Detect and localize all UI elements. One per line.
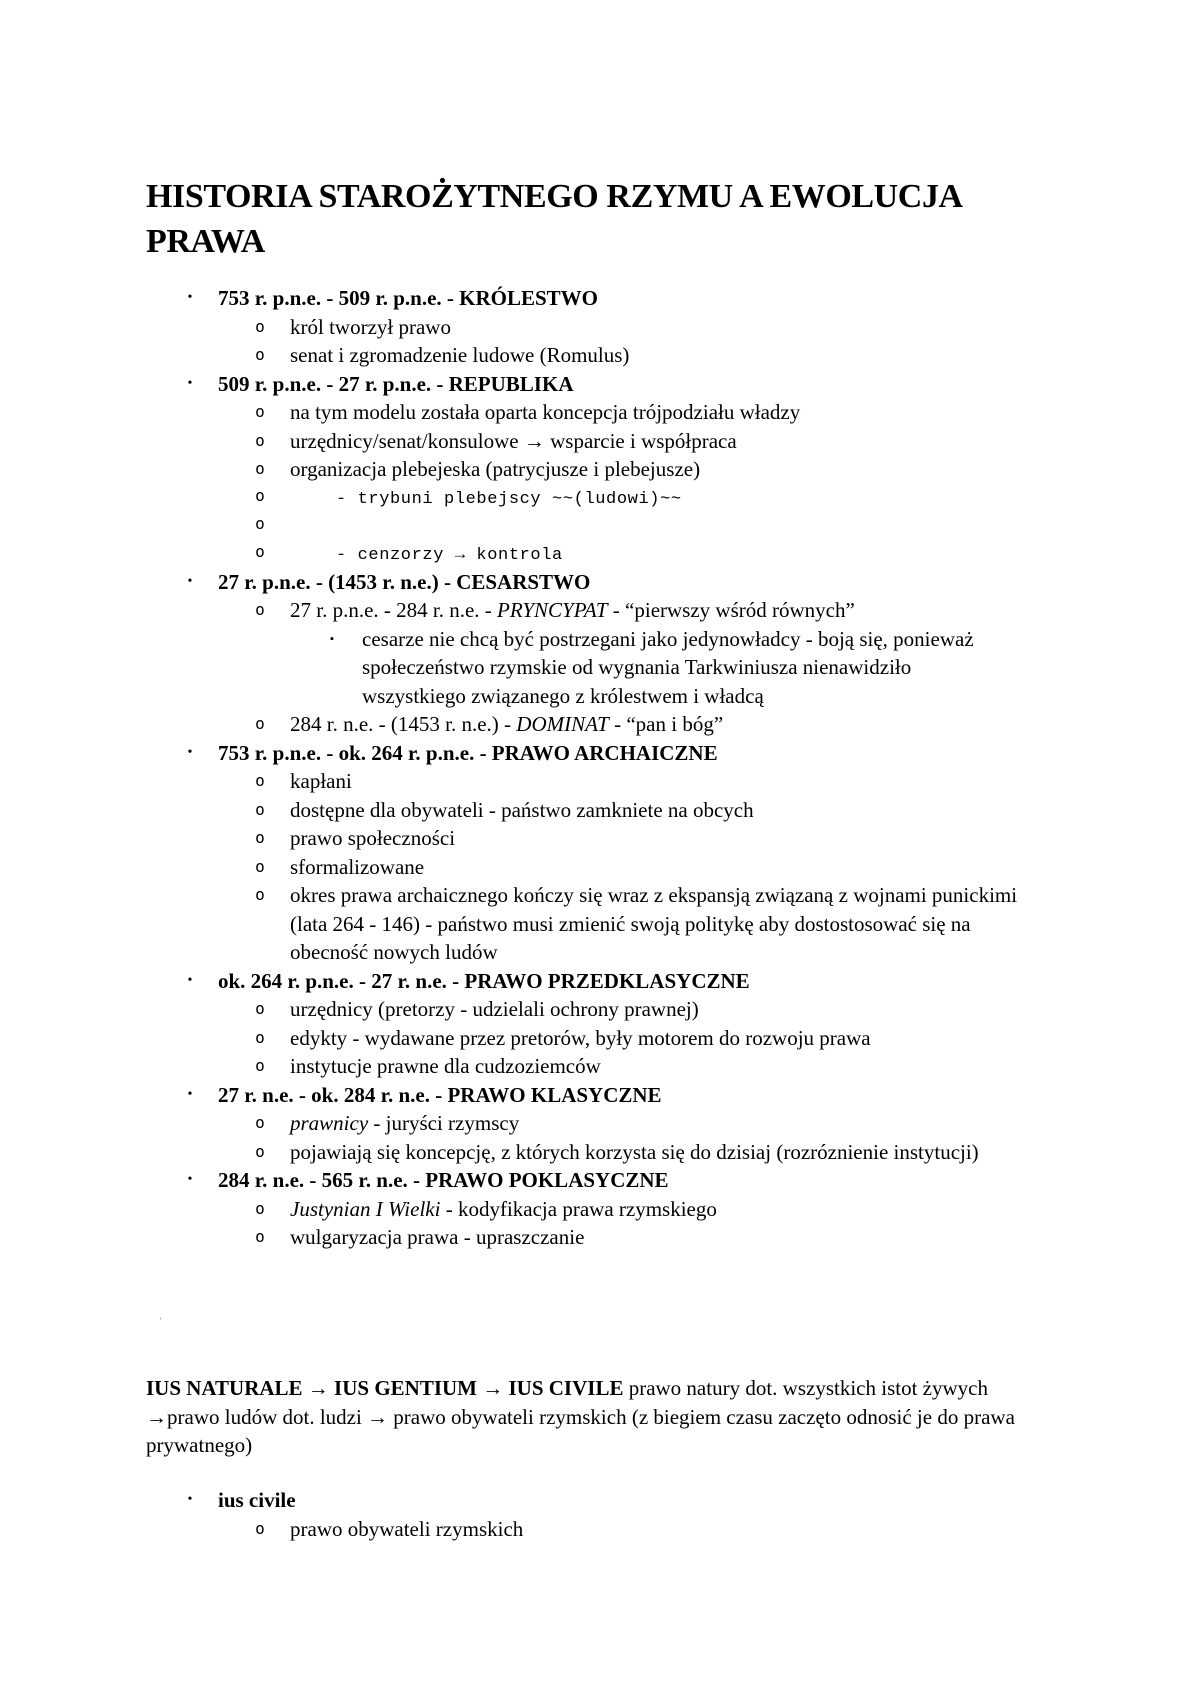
list-item-text: organizacja plebejeska (patrycjusze i plebejusze) xyxy=(290,457,701,481)
description: - juryści rzymscy xyxy=(368,1111,520,1135)
section-heading: 753 r. p.n.e. - ok. 264 r. p.n.e. - PRAWO ARCHAICZNE xyxy=(218,740,718,765)
section-heading: 509 r. p.n.e. - 27 r. p.n.e. - REPUBLIKA xyxy=(218,371,574,396)
list-item-text: wulgaryzacja prawa - upraszczanie xyxy=(290,1225,585,1249)
circle-bullet-icon: o xyxy=(255,345,265,364)
term: prawnicy xyxy=(290,1111,369,1135)
disc-bullet-icon: • xyxy=(187,290,193,305)
list-item xyxy=(0,767,1200,796)
list-item-prawo-poklasyczne xyxy=(0,1166,1200,1195)
list-item-text: sformalizowane xyxy=(290,854,425,879)
disc-bullet-icon: • xyxy=(187,1172,193,1187)
description: - “pierwszy wśród równych” xyxy=(607,598,855,622)
list-item-text: senat i zgromadzenie ludowe (Romulus) xyxy=(290,343,630,367)
circle-bullet-icon: o xyxy=(255,799,265,819)
list-item xyxy=(0,427,1200,456)
list-item-cesarstwo xyxy=(0,568,1200,597)
list-item xyxy=(0,313,1200,342)
list-item xyxy=(0,1223,1200,1252)
list-item-dominat xyxy=(0,710,1200,739)
section-heading: 753 r. p.n.e. - 509 r. p.n.e. - KRÓLESTWO xyxy=(218,286,598,310)
circle-bullet-icon: o xyxy=(255,1027,265,1047)
list-item xyxy=(0,341,1200,370)
list-item-text xyxy=(0,712,723,736)
list-item-text: dostępne dla obywateli - państwo zamkniete na obcych xyxy=(290,797,754,822)
circle-bullet-icon: o xyxy=(255,771,265,790)
circle-bullet-icon: o xyxy=(255,430,265,450)
circle-bullet-icon: o xyxy=(255,485,265,505)
list-item-republika xyxy=(0,370,1200,399)
list-item xyxy=(0,1138,1200,1167)
circle-bullet-icon: o xyxy=(255,1227,265,1246)
list-item-note xyxy=(0,625,1200,711)
circle-bullet-icon: o xyxy=(255,316,265,336)
list-item-text: - trybuni plebejscy ~~(ludowi)~~ xyxy=(336,489,682,509)
circle-bullet-icon: o xyxy=(255,714,265,733)
list-item xyxy=(0,1052,1200,1081)
list-item-prawo-przedklasyczne xyxy=(0,967,1200,996)
disc-bullet-icon: • xyxy=(187,1086,193,1102)
list-item xyxy=(0,540,1200,568)
list-item-ius-civile xyxy=(0,1486,1200,1515)
list-item-text xyxy=(0,598,855,622)
list-item xyxy=(0,995,1200,1024)
document-title: HISTORIA STAROŻYTNEGO RZYMU A EWOLUCJA PRAWA xyxy=(146,178,961,260)
list-item xyxy=(0,824,1200,853)
list-item-text: urzędnicy (pretorzy - udzielali ochrony prawnej) xyxy=(290,997,699,1021)
ius-paragraph xyxy=(146,1374,1066,1460)
list-item xyxy=(0,512,1200,540)
list-item xyxy=(0,455,1200,484)
section-heading: 27 r. p.n.e. - (1453 r. n.e.) - CESARSTWO xyxy=(218,569,591,594)
list-item-text: instytucje prawne dla cudzoziemców xyxy=(290,1054,601,1078)
disc-bullet-icon: • xyxy=(187,1492,193,1507)
circle-bullet-icon: o xyxy=(255,1113,265,1132)
list-item xyxy=(0,853,1200,882)
list-item-text: prawo obywateli rzymskich xyxy=(290,1516,524,1541)
circle-bullet-icon: o xyxy=(255,1198,265,1218)
list-item-text: na tym modelu została oparta koncepcja trójpodziału władzy xyxy=(290,400,801,424)
circle-bullet-icon: o xyxy=(255,513,265,533)
section-heading: 27 r. n.e. - ok. 284 r. n.e. - PRAWO KLASYCZNE xyxy=(218,1082,662,1107)
circle-bullet-icon: o xyxy=(255,541,265,561)
section-heading: ok. 264 r. p.n.e. - 27 r. n.e. - PRAWO PRZEDKLASYCZNE xyxy=(218,968,750,993)
circle-bullet-icon: o xyxy=(255,600,265,619)
list-item-krolestwo xyxy=(0,284,1200,313)
disc-bullet-icon: • xyxy=(187,744,193,760)
ius-explanation: prawo natury dot. wszystkich istot żywych →prawo ludów dot. ludzi → prawo obywateli rzymskich (z biegiem czasu zaczęto odnosić je do prawa prywatnego) xyxy=(146,1376,1015,1457)
list-item-text: - cenzorzy → kontrola xyxy=(336,545,563,565)
circle-bullet-icon: o xyxy=(255,1141,265,1161)
list-item xyxy=(0,1515,1200,1544)
list-item-text: król tworzył prawo xyxy=(290,314,451,339)
circle-bullet-icon: o xyxy=(255,999,265,1018)
term: DOMINAT xyxy=(516,712,609,736)
history-outline xyxy=(0,284,1200,1252)
circle-bullet-icon: o xyxy=(255,828,265,847)
stray-mark: ' xyxy=(160,1316,162,1326)
list-item-prawo-archaiczne xyxy=(0,739,1200,768)
list-item xyxy=(0,484,1200,512)
list-item-text: prawo społeczności xyxy=(290,826,456,850)
square-bullet-icon: ▪ xyxy=(330,632,334,645)
circle-bullet-icon: o xyxy=(255,885,265,904)
list-item-pryncypat xyxy=(0,596,1200,625)
circle-bullet-icon: o xyxy=(255,856,265,876)
list-item-text: pojawiają się koncepcję, z których korzysta się do dzisiaj (rozróznienie instytucji) xyxy=(290,1139,979,1164)
disc-bullet-icon: • xyxy=(187,573,193,589)
ius-civile-list xyxy=(0,1486,1200,1543)
disc-bullet-icon: • xyxy=(187,972,193,988)
list-item-text: edykty - wydawane przez pretorów, były motorem do rozwoju prawa xyxy=(290,1025,871,1050)
list-item-text: cesarze nie chcą być postrzegani jako jedynowładcy - boją się, ponieważ społeczeństwo rzymskie od wygnania Tarkwiniusza nienawidziło wszystkiego związanego z królestwem i władcą xyxy=(362,626,974,708)
term: Justynian I Wielki xyxy=(290,1196,441,1221)
circle-bullet-icon: o xyxy=(255,1518,265,1538)
list-item-text xyxy=(0,1197,717,1221)
date-range: 27 r. p.n.e. - 284 r. n.e. - xyxy=(290,598,498,622)
section-heading: ius civile xyxy=(218,1488,296,1512)
list-item-text xyxy=(0,518,336,537)
list-item xyxy=(0,796,1200,825)
ius-chain: IUS NATURALE → IUS GENTIUM → IUS CIVILE xyxy=(146,1376,624,1400)
circle-bullet-icon: o xyxy=(255,459,265,478)
description: - kodyfikacja prawa rzymskiego xyxy=(440,1196,717,1221)
description: - “pan i bóg” xyxy=(608,712,724,736)
list-item-text: urzędnicy/senat/konsulowe → wsparcie i współpraca xyxy=(290,428,737,453)
term: PRYNCYPAT xyxy=(497,598,608,622)
list-item xyxy=(0,1109,1200,1138)
list-item xyxy=(0,881,1200,967)
list-item-text: kapłani xyxy=(290,769,352,793)
circle-bullet-icon: o xyxy=(255,402,265,421)
disc-bullet-icon: • xyxy=(187,375,193,391)
list-item-text: okres prawa archaicznego kończy się wraz z ekspansją związaną z wojnami punickimi (lata 264 - 146) - państwo musi zmienić swoją politykę aby dostostosować się na obecność nowych ludów xyxy=(290,883,1018,964)
list-item-prawo-klasyczne xyxy=(0,1081,1200,1110)
date-range: 284 r. n.e. - (1453 r. n.e.) - xyxy=(290,712,517,736)
list-item xyxy=(0,1024,1200,1053)
list-item xyxy=(0,1195,1200,1224)
list-item xyxy=(0,398,1200,427)
circle-bullet-icon: o xyxy=(255,1056,265,1075)
section-heading: 284 r. n.e. - 565 r. n.e. - PRAWO POKLASYCZNE xyxy=(218,1168,669,1192)
